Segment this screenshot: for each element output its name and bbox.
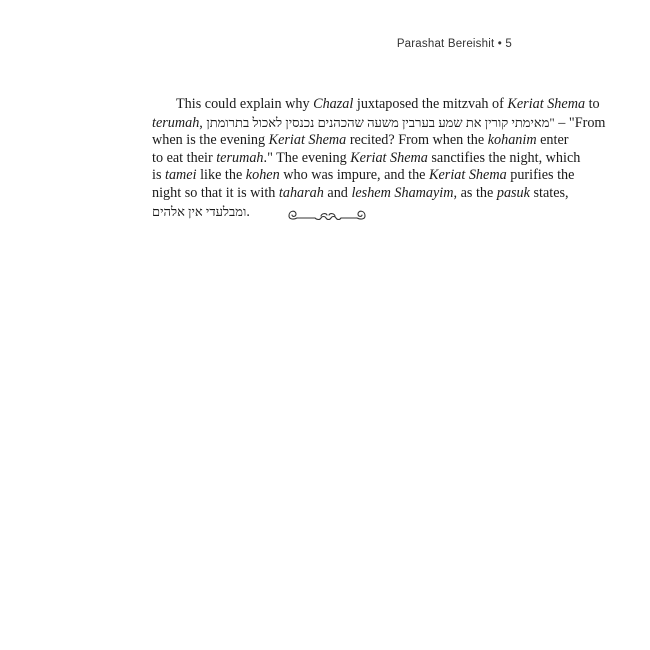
- body-paragraph: [152, 96, 606, 221]
- text-line: when is the evening Keriat Shema recited? From when the kohanim enter: [152, 132, 569, 149]
- text-line: This could explain why Chazal juxtaposed the mitzvah of Keriat Shema to: [176, 96, 600, 112]
- text-line: to eat their terumah." The evening Keriat Shema sanctifies the night, which: [152, 149, 581, 166]
- text-line: terumah, "מאימתי קורין את שמע בערבין משעה שהכהנים נכנסין לאכול בתרומתן – "From: [152, 114, 606, 131]
- hebrew-verse: ומבלעדי אין אלהים: [152, 203, 247, 219]
- text-line: night so that it is with taharah and leshem Shamayim, as the pasuk states,: [152, 184, 569, 201]
- hebrew-quote: "מאימתי קורין את שמע בערבין משעה שהכהנים נכנסין לאכול בתרומתן: [206, 114, 555, 130]
- text-line: ומבלעדי אין אלהים.: [152, 203, 250, 220]
- running-head: Parashat Bereishit • 5: [396, 38, 512, 50]
- text-line: is tamei like the kohen who was impure, and the Keriat Shema purifies the: [152, 167, 575, 184]
- scroll-divider-icon: [287, 206, 367, 224]
